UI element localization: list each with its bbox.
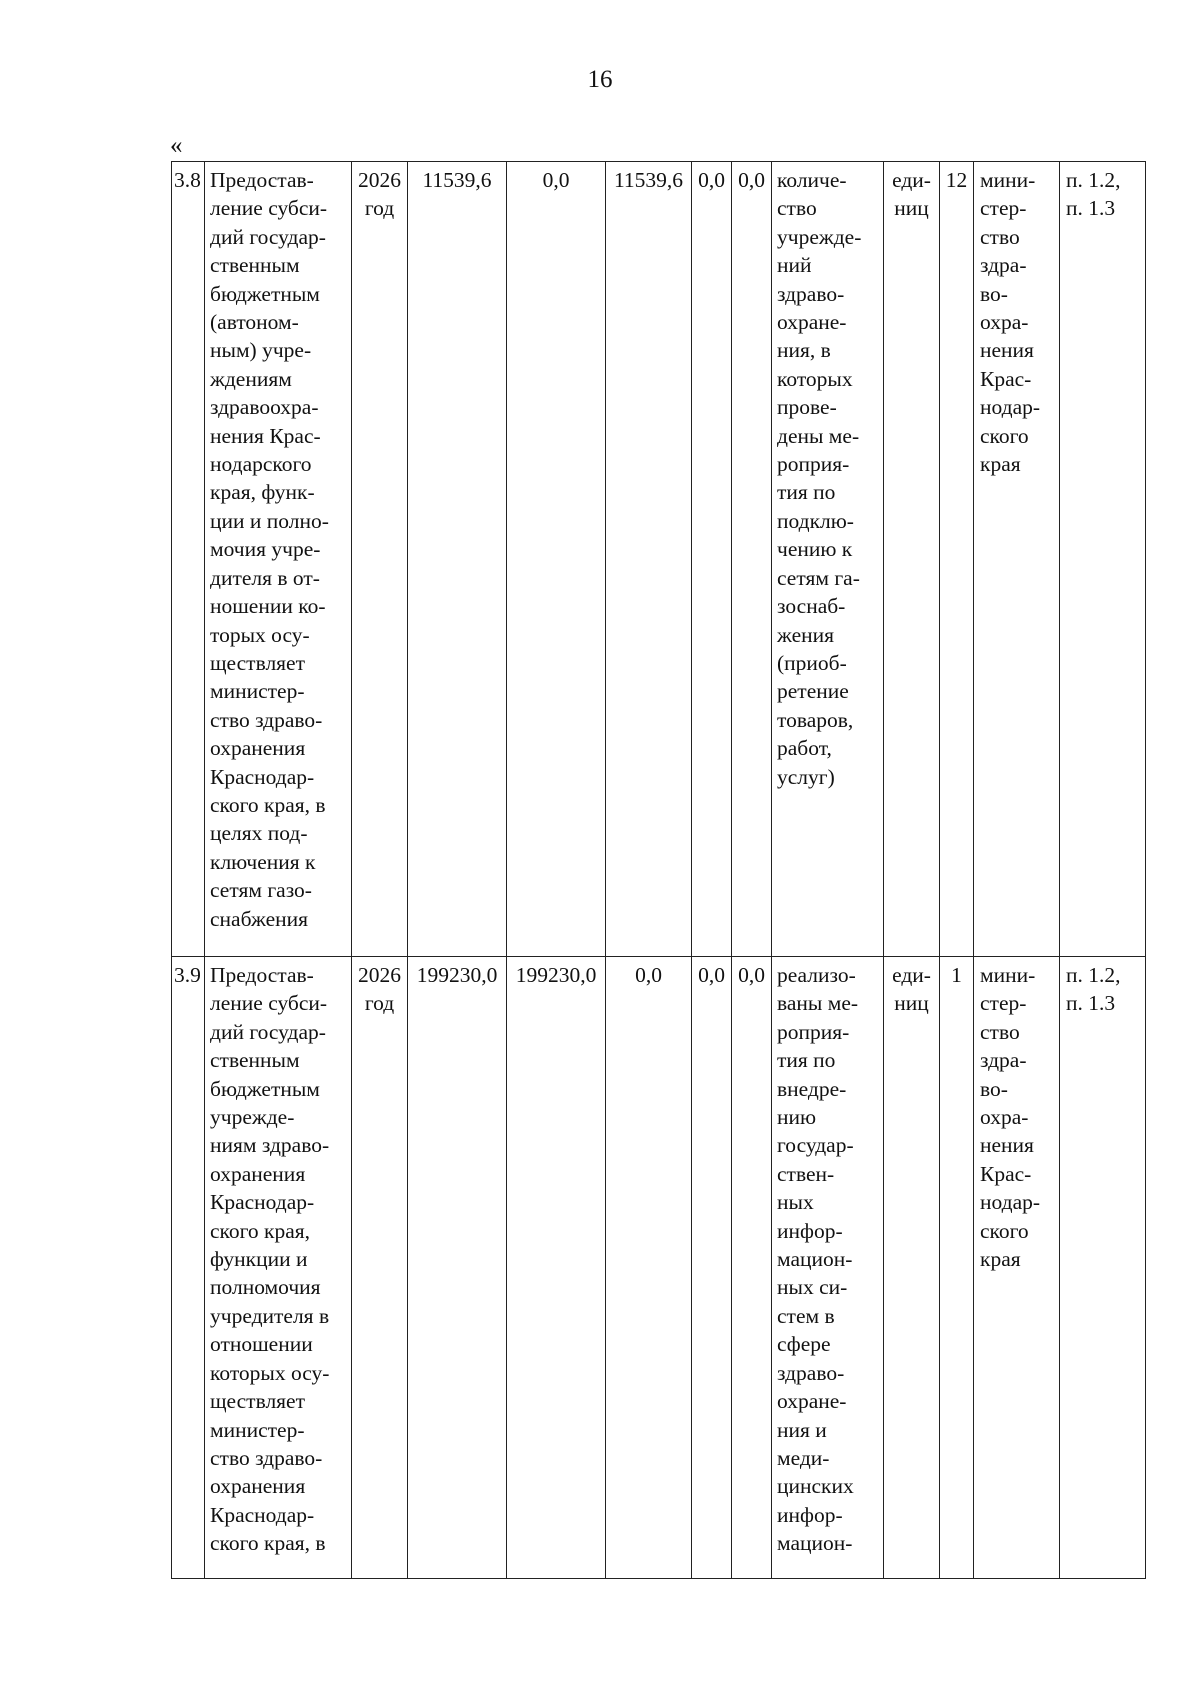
row-number: 3.8 bbox=[172, 162, 205, 957]
page-number: 16 bbox=[587, 66, 613, 93]
extrabudgetary-cell: 0,0 bbox=[732, 957, 772, 1579]
activity-name: Предостав- ление субси- дий государ- ственным бюджетным (автоном- ным) учре- ждениям здравоохра- нения Крас- нодарского края, функ- ции и полно- мочия учре- дителя в от- ношении ко- торых осу- ществляет министер- ство здраво- охранения Краснодар- ского края, в целях под- ключения к сетям газо- снабжения bbox=[205, 162, 352, 957]
program-activities-table bbox=[171, 161, 1146, 1579]
result-description: реализо- ваны ме- роприя- тия по внедре- нию государ- ствен- ных инфор- мацион- ных си- стем в сфере здраво- охране- ния и меди- цинских инфор- мацион- bbox=[772, 957, 884, 1579]
unit-cell: еди- ниц bbox=[884, 162, 940, 957]
total-amount-cell: 11539,6 bbox=[408, 162, 507, 957]
target-value-cell: 12 bbox=[940, 162, 974, 957]
total-amount-cell: 199230,0 bbox=[408, 957, 507, 1579]
extrabudgetary-cell: 0,0 bbox=[732, 162, 772, 957]
executor-cell: мини- стер- ство здра- во- охра- нения Крас- нодар- ского края bbox=[974, 162, 1060, 957]
regional-budget-cell: 0,0 bbox=[606, 957, 692, 1579]
result-description: количе- ство учрежде- ний здраво- охране- ния, в которых прове- дены ме- роприя- тия по подклю- чению к сетям га- зоснаб- жения (приоб- ретение товаров, работ, услуг) bbox=[772, 162, 884, 957]
year-cell: 2026 год bbox=[352, 957, 408, 1579]
activity-name: Предостав- ление субси- дий государ- ственным бюджетным учрежде- ниям здраво- охранения Краснодар- ского края, функции и полномочия учредителя в отношении которых осу- ществляет министер- ство здраво- охранения Краснодар- ского края, в bbox=[205, 957, 352, 1579]
opening-quote-mark: « bbox=[170, 132, 183, 159]
local-budget-cell: 0,0 bbox=[692, 162, 732, 957]
target-value-cell: 1 bbox=[940, 957, 974, 1579]
regional-budget-cell: 11539,6 bbox=[606, 162, 692, 957]
federal-budget-cell: 199230,0 bbox=[507, 957, 606, 1579]
table-row bbox=[172, 957, 1146, 1579]
unit-cell: еди- ниц bbox=[884, 957, 940, 1579]
federal-budget-cell: 0,0 bbox=[507, 162, 606, 957]
reference-cell: п. 1.2, п. 1.3 bbox=[1060, 162, 1146, 957]
table-row bbox=[172, 162, 1146, 957]
local-budget-cell: 0,0 bbox=[692, 957, 732, 1579]
executor-cell: мини- стер- ство здра- во- охра- нения Крас- нодар- ского края bbox=[974, 957, 1060, 1579]
reference-cell: п. 1.2, п. 1.3 bbox=[1060, 957, 1146, 1579]
year-cell: 2026 год bbox=[352, 162, 408, 957]
row-number: 3.9 bbox=[172, 957, 205, 1579]
